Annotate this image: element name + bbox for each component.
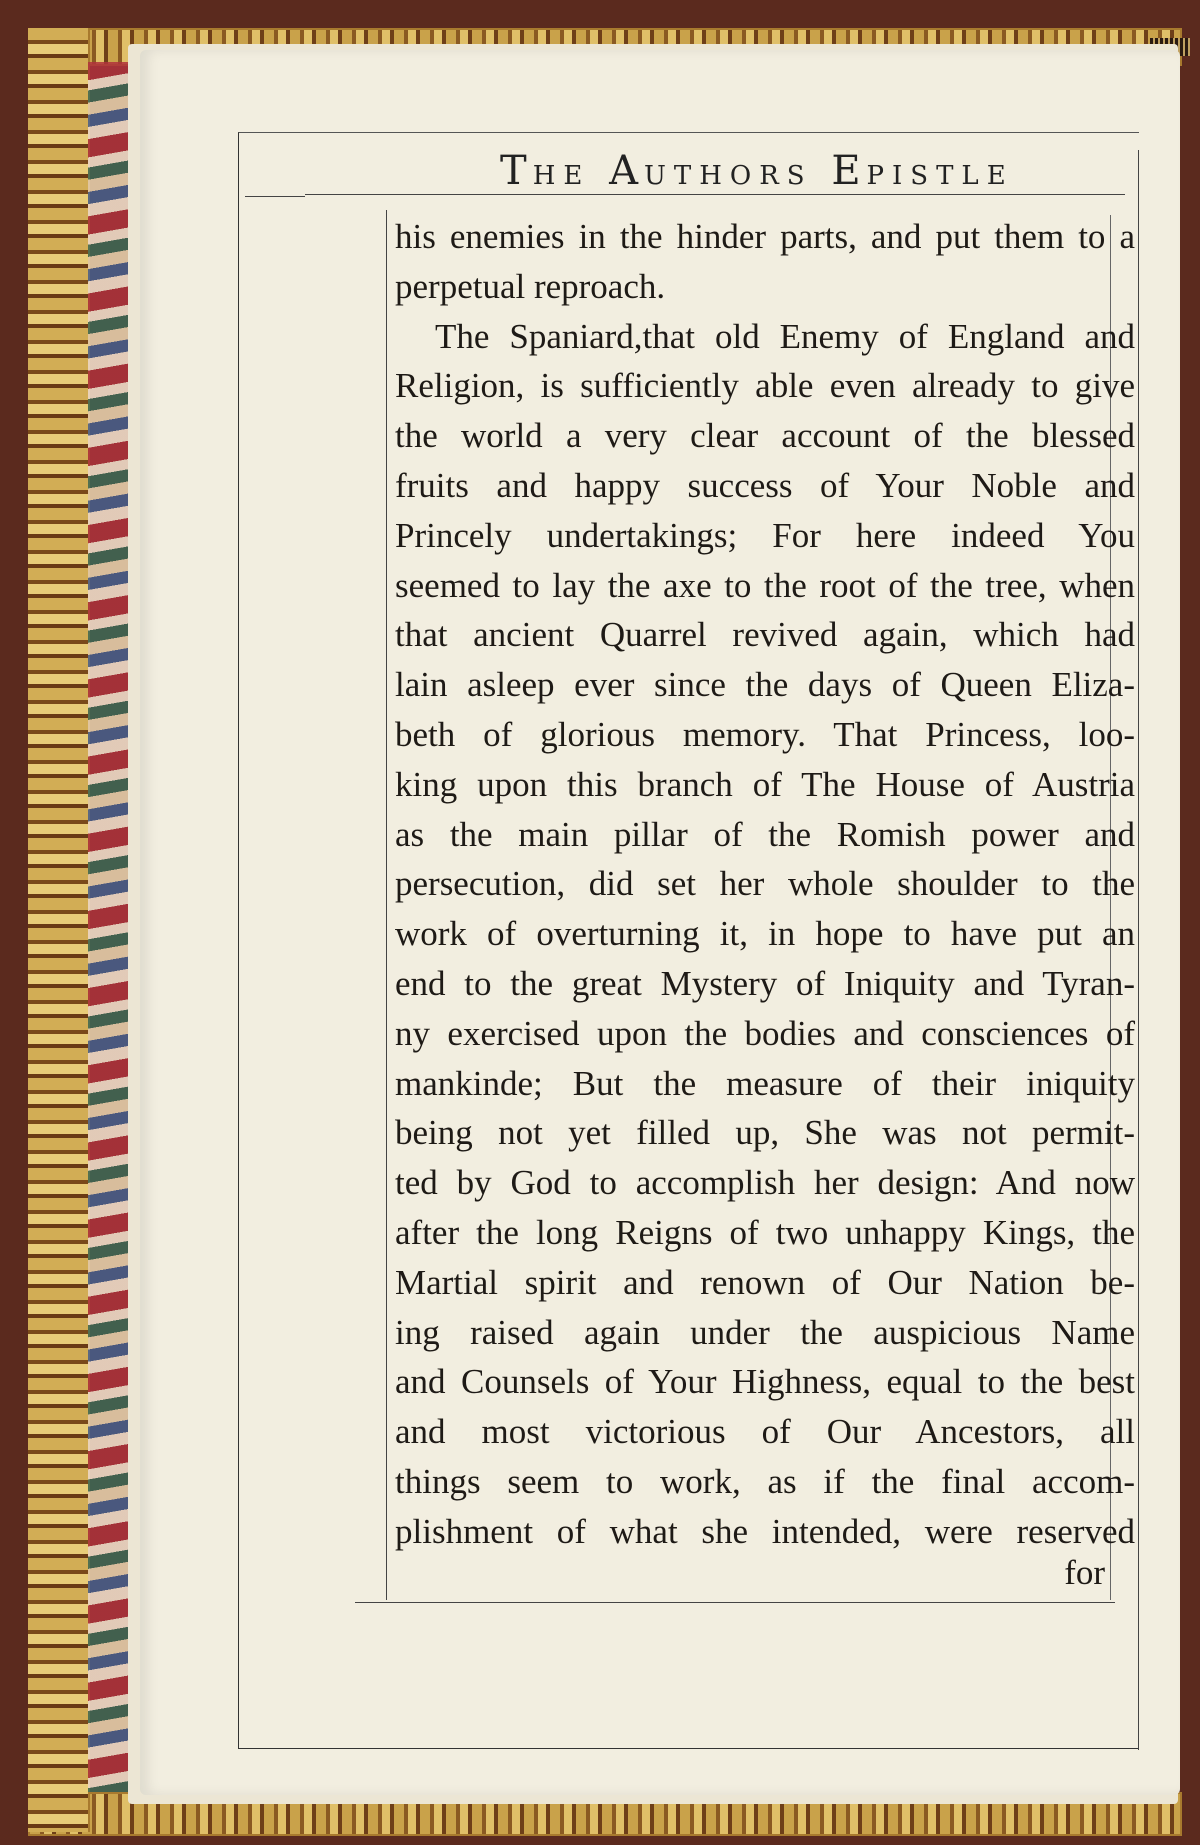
text-line: fruits and happy success of Your Noble and: [395, 465, 1135, 505]
text-line: mankinde; But the measure of their iniquity: [395, 1063, 1135, 1103]
text-line: Princely undertakings; For here indeed You: [395, 515, 1135, 555]
header-rule-left: [245, 196, 305, 197]
text-block-bottom-rule: [355, 1602, 1115, 1603]
text-line: lain asleep ever since the days of Queen Eliza-: [395, 665, 1135, 705]
running-head-word-2-rest: UTHORS: [643, 161, 813, 191]
running-head-word-1-initial: T: [500, 148, 533, 194]
text-line: persecution, did set her whole shoulder to the: [395, 864, 1135, 904]
text-line: and Counsels of Your Highness, equal to the best: [395, 1362, 1135, 1402]
running-head-word-3-rest: PISTLE: [866, 161, 1014, 191]
text-line: being not yet filled up, She was not permit-: [395, 1113, 1135, 1153]
body-text: [395, 212, 1135, 1602]
running-head-word-2-initial: A: [609, 148, 644, 194]
header-rule: [305, 194, 1125, 195]
text-line: perpetual reproach.: [395, 266, 666, 306]
running-head-word-3-initial: E: [831, 148, 867, 194]
text-line: ing raised again under the auspicious Name: [395, 1312, 1135, 1352]
text-line: ny exercised upon the bodies and consciences of: [395, 1013, 1135, 1053]
text-line: seemed to lay the axe to the root of the tree, when: [395, 565, 1135, 605]
printed-frame-right-rule: [1138, 150, 1139, 1750]
text-line: work of overturning it, in hope to have put an: [395, 914, 1135, 954]
text-line: end to the great Mystery of Iniquity and Tyran-: [395, 963, 1135, 1003]
text-line: as the main pillar of the Romish power and: [395, 814, 1135, 854]
text-line: The Spaniard,that old Enemy of England and: [435, 316, 1135, 356]
text-block-left-rule: [386, 210, 387, 1600]
running-head-word-1-rest: HE: [532, 161, 591, 191]
text-line: Martial spirit and renown of Our Nation be-: [395, 1262, 1135, 1302]
text-line: after the long Reigns of two unhappy Kings, the: [395, 1212, 1135, 1252]
text-line: that ancient Quarrel revived again, which had: [395, 615, 1135, 655]
text-line: and most victorious of Our Ancestors, all: [395, 1412, 1135, 1452]
text-line: ted by God to accomplish her design: And now: [395, 1163, 1135, 1203]
text-line: the world a very clear account of the blessed: [395, 416, 1135, 456]
text-line: plishment of what she intended, were reserved: [395, 1511, 1135, 1551]
text-line: beth of glorious memory. That Princess, loo-: [395, 714, 1135, 754]
running-head: [500, 148, 1060, 192]
catchword: for: [1064, 1553, 1105, 1592]
text-line: his enemies in the hinder parts, and put them to a: [395, 217, 1135, 256]
text-line: king upon this branch of The House of Austria: [395, 764, 1135, 804]
text-line: things seem to work, as if the final accom-: [395, 1461, 1135, 1501]
gilt-edge-left: [28, 28, 90, 1832]
text-line: Religion, is sufficiently able even already to give: [395, 366, 1135, 406]
marbled-endpaper: [88, 62, 128, 1792]
